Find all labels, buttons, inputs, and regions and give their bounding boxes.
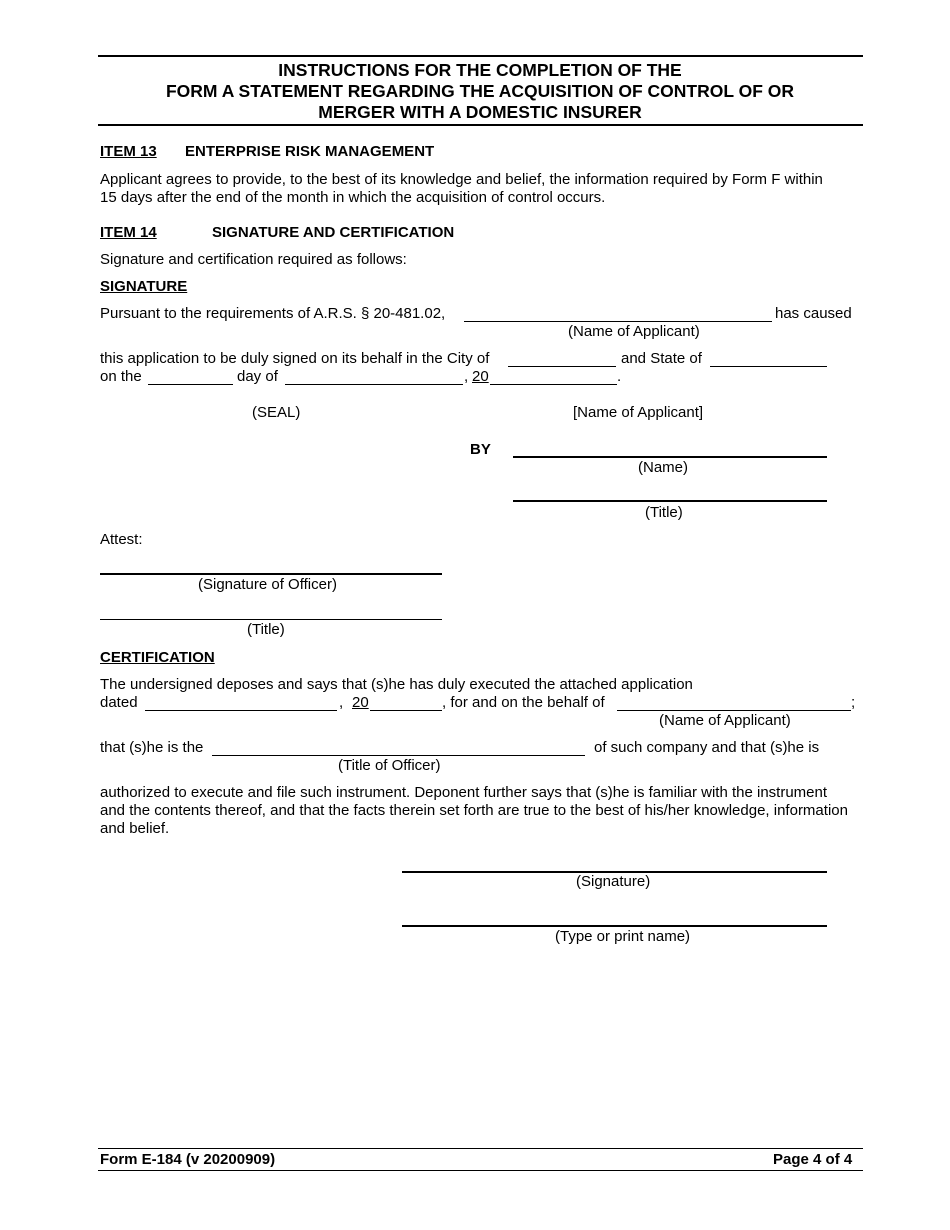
officer-title-field[interactable] bbox=[100, 619, 442, 620]
pursuant-text: Pursuant to the requirements of A.R.S. § 20-481.02, bbox=[100, 305, 446, 322]
attest-label: Attest: bbox=[100, 531, 143, 548]
month-field[interactable] bbox=[285, 384, 463, 385]
certification-heading: CERTIFICATION bbox=[100, 649, 215, 666]
signer-title-caption: (Title) bbox=[645, 504, 683, 521]
item14-heading: SIGNATURE AND CERTIFICATION bbox=[212, 224, 455, 241]
cert-that-is-the: that (s)he is the bbox=[100, 739, 204, 756]
signature-heading: SIGNATURE bbox=[100, 278, 188, 295]
cert-officer-title-caption: (Title of Officer) bbox=[338, 757, 441, 774]
item14-intro: Signature and certification required as follows: bbox=[100, 251, 407, 268]
city-text: this application to be duly signed on its behalf in the City of bbox=[100, 350, 490, 367]
item13-heading: ENTERPRISE RISK MANAGEMENT bbox=[185, 143, 435, 160]
day-field[interactable] bbox=[148, 384, 233, 385]
state-field[interactable] bbox=[710, 366, 827, 367]
on-the-text: on the bbox=[100, 368, 142, 385]
cert-date-comma: , bbox=[339, 694, 344, 711]
footer-bottom-rule bbox=[98, 1170, 863, 1171]
signer-title-field[interactable] bbox=[513, 500, 827, 502]
cert-body-line-3: and belief. bbox=[100, 820, 170, 837]
applicant-name-caption: (Name of Applicant) bbox=[568, 323, 700, 340]
cert-dated-text: dated bbox=[100, 694, 138, 711]
cert-semicolon: ; bbox=[851, 694, 856, 711]
title-line-2: FORM A STATEMENT REGARDING THE ACQUISITION OF CONTROL OF OR bbox=[165, 81, 795, 101]
city-field[interactable] bbox=[508, 366, 616, 367]
cert-print-name-field[interactable] bbox=[402, 925, 827, 927]
cert-officer-title-field[interactable] bbox=[212, 755, 585, 756]
officer-signature-field[interactable] bbox=[100, 573, 442, 575]
item13-label: ITEM 13 bbox=[100, 143, 157, 160]
cert-year-field[interactable] bbox=[370, 710, 442, 711]
has-caused-text: has caused bbox=[775, 305, 852, 322]
applicant-placeholder: [Name of Applicant] bbox=[573, 404, 704, 421]
cert-body-line-1: authorized to execute and file such instrument. Deponent further says that (s)he is familiar with the instrument bbox=[100, 784, 828, 801]
officer-title-caption: (Title) bbox=[247, 621, 285, 638]
year-prefix: 20 bbox=[472, 368, 489, 385]
page-title bbox=[100, 60, 860, 123]
cert-line-1: The undersigned deposes and says that (s)he has duly executed the attached application bbox=[100, 676, 693, 693]
cert-date-field[interactable] bbox=[145, 710, 337, 711]
header-top-rule bbox=[98, 55, 863, 57]
cert-behalf-text: , for and on the behalf of bbox=[442, 694, 605, 711]
signer-name-caption: (Name) bbox=[638, 459, 689, 476]
signer-name-field[interactable] bbox=[513, 456, 827, 458]
title-line-1: INSTRUCTIONS FOR THE COMPLETION OF THE bbox=[278, 60, 682, 80]
date-comma: , bbox=[464, 368, 469, 385]
title-line-3: MERGER WITH A DOMESTIC INSURER bbox=[318, 102, 642, 122]
item13-body-line-2: 15 days after the end of the month in which the acquisition of control occurs. bbox=[100, 189, 606, 206]
cert-signature-caption: (Signature) bbox=[576, 873, 651, 890]
item13-body-line-1: Applicant agrees to provide, to the best of its knowledge and belief, the information required by Form F within bbox=[100, 171, 823, 188]
year-field[interactable] bbox=[490, 384, 617, 385]
header-bottom-rule bbox=[98, 124, 863, 126]
day-of-text: day of bbox=[237, 368, 278, 385]
item14-label: ITEM 14 bbox=[100, 224, 157, 241]
cert-print-name-caption: (Type or print name) bbox=[555, 928, 691, 945]
officer-signature-caption: (Signature of Officer) bbox=[198, 576, 337, 593]
cert-body-line-2: and the contents thereof, and that the facts therein set forth are true to the best of his/her knowledge, information bbox=[100, 802, 848, 819]
cert-applicant-caption: (Name of Applicant) bbox=[659, 712, 791, 729]
footer-form-id: Form E-184 (v 20200909) bbox=[100, 1151, 276, 1168]
applicant-name-field[interactable] bbox=[464, 321, 772, 322]
by-label: BY bbox=[470, 441, 491, 458]
state-text: and State of bbox=[621, 350, 702, 367]
date-period: . bbox=[617, 368, 622, 385]
cert-year-prefix: 20 bbox=[352, 694, 369, 711]
seal-label: (SEAL) bbox=[252, 404, 301, 421]
cert-of-such-company: of such company and that (s)he is bbox=[594, 739, 820, 756]
footer-top-rule bbox=[98, 1148, 863, 1149]
cert-applicant-field[interactable] bbox=[617, 710, 851, 711]
footer-page-number: Page 4 of 4 bbox=[773, 1151, 853, 1168]
